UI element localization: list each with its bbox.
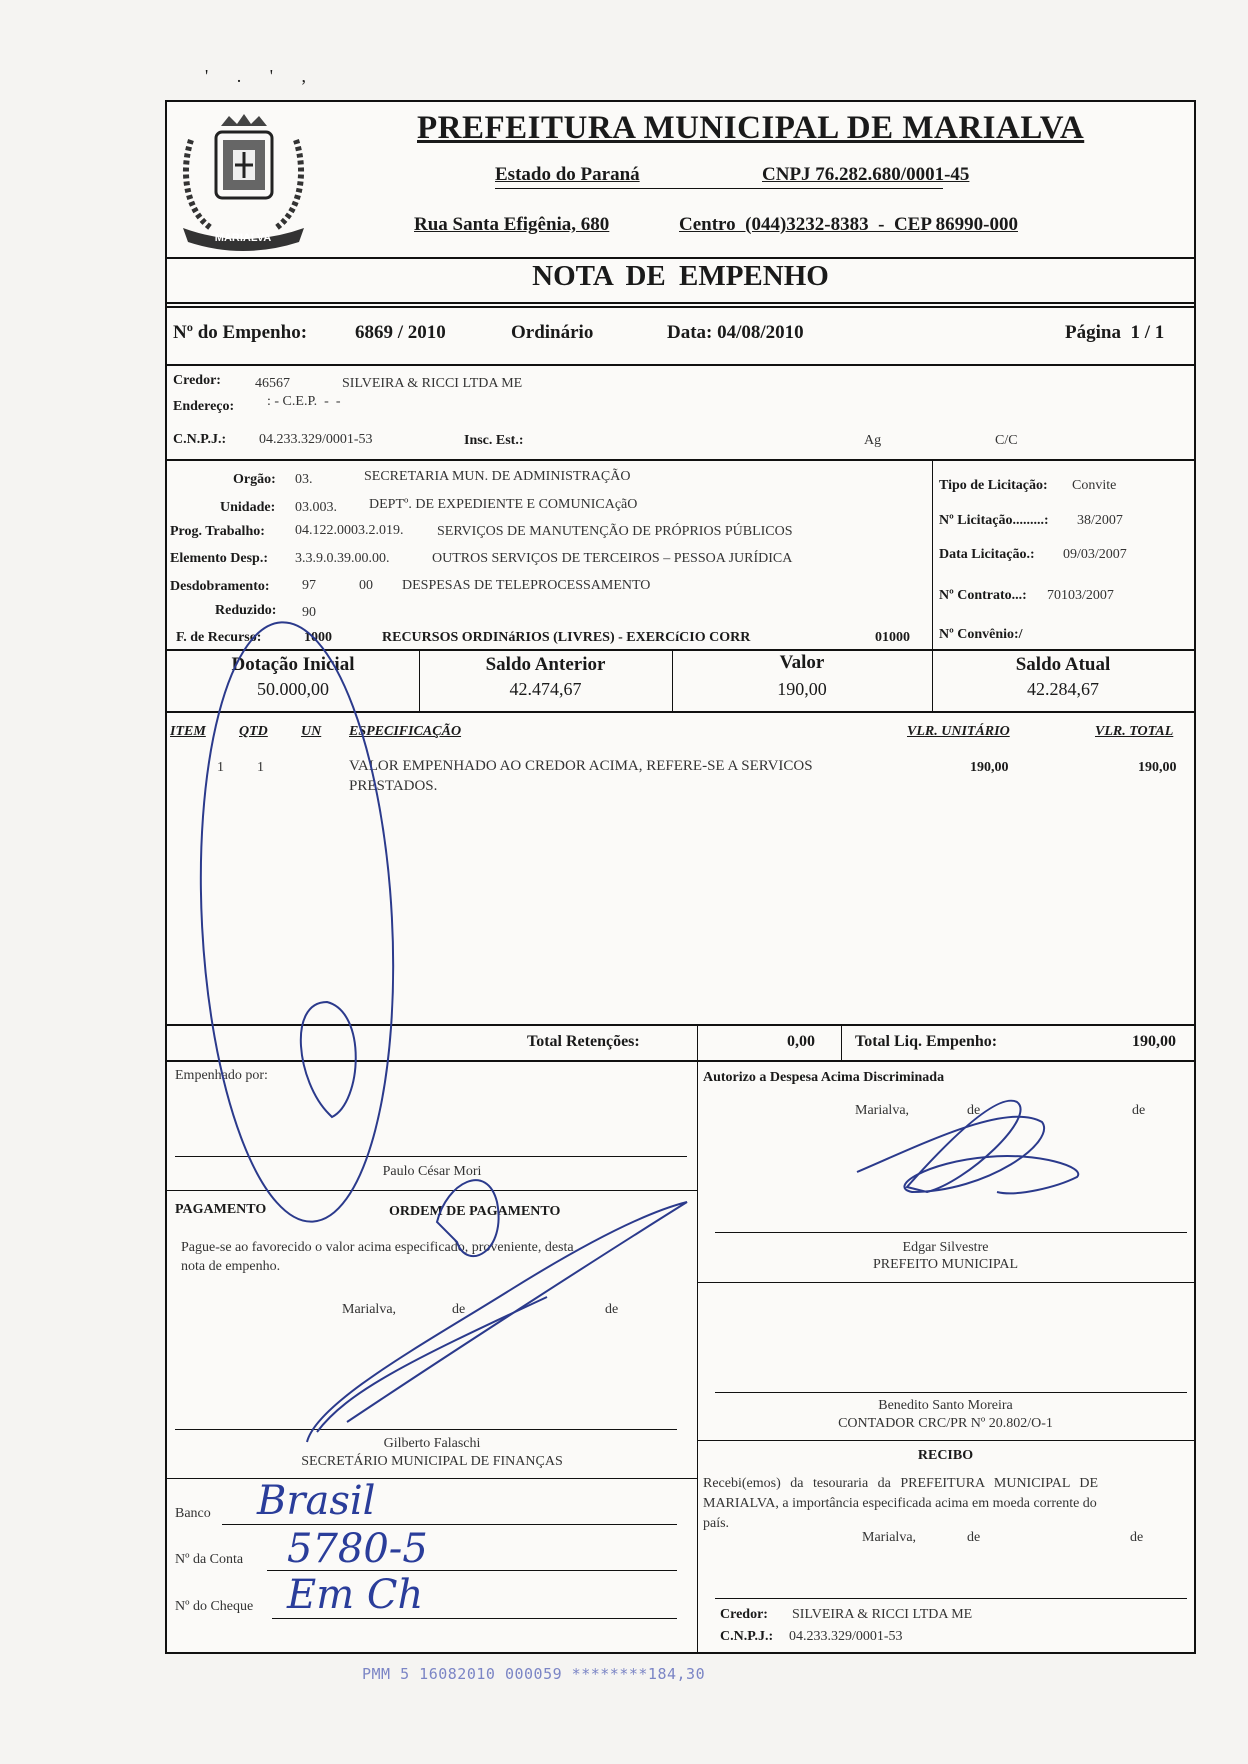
contrato-label: Nº Contrato...: xyxy=(939,588,1027,603)
desd-code2: 00 xyxy=(359,578,373,593)
contrato-value: 70103/2007 xyxy=(1047,588,1114,603)
saldo-anterior-label: Saldo Anterior xyxy=(485,654,606,675)
autorizo-place: Marialva, xyxy=(855,1103,910,1118)
reduzido-value: 90 xyxy=(302,605,316,620)
insc-est-label: Insc. Est.: xyxy=(464,433,524,448)
autorizo-de2: de xyxy=(1132,1103,1146,1118)
empenho-number: 6869 / 2010 xyxy=(355,322,446,343)
elem-name: OUTROS SERVIÇOS DE TERCEIROS – PESSOA JURÍDICA xyxy=(432,551,793,566)
credor-label: Credor: xyxy=(173,373,221,388)
pagamento-place: Marialva, xyxy=(342,1302,397,1317)
total-liq-value: 190,00 xyxy=(1132,1033,1176,1050)
document-title: NOTA DE EMPENHO xyxy=(532,260,829,292)
recibo-de2: de xyxy=(1130,1530,1144,1545)
recibo-title: RECIBO xyxy=(917,1448,974,1463)
municipality-title: PREFEITURA MUNICIPAL DE MARIALVA xyxy=(417,110,1085,146)
desd-name: DESPESAS DE TELEPROCESSAMENTO xyxy=(402,578,651,593)
fonte-code: 1000 xyxy=(304,630,332,645)
credor-code: 46567 xyxy=(255,376,290,391)
scan-marks: ' . ' , xyxy=(205,66,318,86)
signature-prefeito-loop xyxy=(907,1101,1021,1192)
pagamento-de2: de xyxy=(605,1302,619,1317)
signature-loop-table xyxy=(186,617,407,1226)
address-label: Rua Santa Efigênia, 680 xyxy=(414,214,610,235)
signature-prefeito xyxy=(857,1117,1078,1194)
recibo-text-line3: país. xyxy=(703,1516,730,1531)
recibo-text-line1: Recebi(emos) da tesouraria da PREFEITURA MUNICIPAL DE xyxy=(703,1476,1099,1491)
n-licitacao-value: 38/2007 xyxy=(1077,513,1123,528)
col-header-item: ITEM xyxy=(170,724,206,739)
autorizo-de1: de xyxy=(967,1103,981,1118)
page-number: Página 1 / 1 xyxy=(1065,322,1165,343)
col-header-un: UN xyxy=(301,724,322,739)
ink-signatures xyxy=(167,102,1194,1652)
state-label: Estado do Paraná xyxy=(495,164,640,185)
prog-name: SERVIÇOS DE MANUTENÇÃO DE PRÓPRIOS PÚBLICOS xyxy=(437,524,793,539)
total-liq-label: Total Liq. Empenho: xyxy=(855,1033,998,1050)
row-vlr-total: 190,00 xyxy=(1138,760,1177,775)
cheque-handwritten: Em Ch xyxy=(287,1572,424,1618)
banco-handwritten: Brasil xyxy=(257,1478,376,1524)
desd-code1: 97 xyxy=(302,578,316,593)
saldo-atual-label: Saldo Atual xyxy=(1015,654,1111,675)
row-spec-line2: PRESTADOS. xyxy=(349,778,438,794)
seal-text: MARIALVA xyxy=(214,232,272,244)
prog-code: 04.122.0003.2.019. xyxy=(295,523,404,538)
pagamento-label: PAGAMENTO xyxy=(175,1202,267,1217)
saldo-anterior-value: 42.474,67 xyxy=(509,679,582,699)
endereco-label: Endereço: xyxy=(173,399,235,414)
elem-code: 3.3.9.0.39.00.00. xyxy=(295,551,390,566)
conta-handwritten: 5780-5 xyxy=(287,1526,428,1572)
desd-label: Desdobramento: xyxy=(170,579,270,594)
recibo-place: Marialva, xyxy=(862,1530,917,1545)
row-spec-line1: VALOR EMPENHADO AO CREDOR ACIMA, REFERE-SE A SERVICOS xyxy=(349,758,813,774)
autorizo-label: Autorizo a Despesa Acima Discriminada xyxy=(703,1070,945,1085)
recibo-cnpj-value: 04.233.329/0001-53 xyxy=(789,1629,903,1644)
signature-financas-tail xyxy=(317,1297,547,1432)
recibo-credor-value: SILVEIRA & RICCI LTDA ME xyxy=(792,1607,973,1622)
pagamento-de1: de xyxy=(452,1302,466,1317)
col-header-vlr-unitario: VLR. UNITÁRIO xyxy=(907,724,1010,739)
data-licitacao-value: 09/03/2007 xyxy=(1063,547,1127,562)
fonte-label: F. de Recurso: xyxy=(176,630,262,645)
row-item: 1 xyxy=(217,760,224,775)
conta-label: Nº da Conta xyxy=(175,1552,244,1567)
unidade-name: DEPTº. DE EXPEDIENTE E COMUNICAçãO xyxy=(369,497,638,512)
pagamento-text-line2: nota de empenho. xyxy=(181,1259,281,1274)
dotacao-value: 50.000,00 xyxy=(257,679,329,699)
pagamento-text-line1: Pague-se ao favorecido o valor acima especificado, proveniente, desta xyxy=(181,1240,574,1255)
saldo-atual-value: 42.284,67 xyxy=(1027,679,1099,699)
recibo-text-line2: MARIALVA, a importância especificada acima em moeda corrente do xyxy=(703,1496,1097,1511)
recibo-cnpj-label: C.N.P.J.: xyxy=(720,1629,774,1644)
pagamento-name: Gilberto Falaschi xyxy=(383,1436,481,1451)
valor-value: 190,00 xyxy=(777,679,827,699)
banco-label: Banco xyxy=(175,1506,211,1521)
tipo-licitacao-value: Convite xyxy=(1072,478,1117,493)
cnpj-credor-value: 04.233.329/0001-53 xyxy=(259,432,373,447)
cnpj-label: CNPJ 76.282.680/0001-45 xyxy=(762,164,970,185)
total-retencoes-value: 0,00 xyxy=(787,1033,815,1050)
orgao-label: Orgão: xyxy=(233,472,276,487)
total-retencoes-label: Total Retenções: xyxy=(527,1033,640,1050)
ordem-pagamento-label: ORDEM DE PAGAMENTO xyxy=(389,1204,561,1219)
endereco-value: : - C.E.P. - - xyxy=(267,394,341,409)
cheque-label: Nº do Cheque xyxy=(175,1599,254,1614)
n-licitacao-label: Nº Licitação.........: xyxy=(939,513,1049,528)
signature-loop-small xyxy=(301,1002,356,1117)
unidade-code: 03.003. xyxy=(295,500,337,515)
autorizo-name: Edgar Silvestre xyxy=(902,1240,989,1255)
cnpj-credor-label: C.N.P.J.: xyxy=(173,432,227,447)
recibo-credor-label: Credor: xyxy=(720,1607,768,1622)
contador-role: CONTADOR CRC/PR Nº 20.802/O-1 xyxy=(838,1416,1053,1431)
orgao-code: 03. xyxy=(295,472,313,487)
district-phone-cep: Centro (044)3232-8383 - CEP 86990-000 xyxy=(679,214,1018,235)
elem-label: Elemento Desp.: xyxy=(170,551,268,566)
empenho-label: Nº do Empenho: xyxy=(173,322,308,343)
empenhado-name: Paulo César Mori xyxy=(382,1164,482,1179)
row-qtd: 1 xyxy=(257,760,264,775)
tipo-licitacao-label: Tipo de Licitação: xyxy=(939,478,1048,493)
nota-de-empenho xyxy=(165,100,1196,1654)
signature-financas-loop xyxy=(437,1180,499,1256)
unidade-label: Unidade: xyxy=(220,500,276,515)
pagamento-role: SECRETÁRIO MUNICIPAL DE FINANÇAS xyxy=(301,1454,563,1469)
fonte-name: RECURSOS ORDINáRIOS (LIVRES) - EXERCíCIO CORR xyxy=(382,630,751,645)
ag-label: Ag xyxy=(864,433,882,448)
fonte-num: 01000 xyxy=(875,630,910,645)
reduzido-label: Reduzido: xyxy=(215,603,277,618)
orgao-name: SECRETARIA MUN. DE ADMINISTRAÇÃO xyxy=(364,469,631,484)
empenho-date: Data: 04/08/2010 xyxy=(667,322,804,343)
contador-name: Benedito Santo Moreira xyxy=(878,1398,1013,1413)
cc-label: C/C xyxy=(995,433,1018,448)
data-licitacao-label: Data Licitação.: xyxy=(939,547,1035,562)
col-header-qtd: QTD xyxy=(239,724,268,739)
empenho-type: Ordinário xyxy=(511,322,594,343)
prog-label: Prog. Trabalho: xyxy=(170,524,265,539)
convenio-label: Nº Convênio:/ xyxy=(939,627,1023,642)
credor-name: SILVEIRA & RICCI LTDA ME xyxy=(342,376,523,391)
processing-stamp: PMM 5 16082010 000059 ********184,30 xyxy=(362,1665,706,1683)
signature-financas xyxy=(307,1202,687,1442)
valor-label: Valor xyxy=(779,652,825,673)
row-vlr-unitario: 190,00 xyxy=(970,760,1009,775)
col-header-especificacao: ESPECIFICAÇÃO xyxy=(349,724,462,739)
recibo-de1: de xyxy=(967,1530,981,1545)
autorizo-role: PREFEITO MUNICIPAL xyxy=(872,1257,1019,1272)
dotacao-label: Dotação Inicial xyxy=(231,654,355,675)
empenhado-por-label: Empenhado por: xyxy=(175,1068,268,1083)
col-header-vlr-total: VLR. TOTAL xyxy=(1095,724,1174,739)
